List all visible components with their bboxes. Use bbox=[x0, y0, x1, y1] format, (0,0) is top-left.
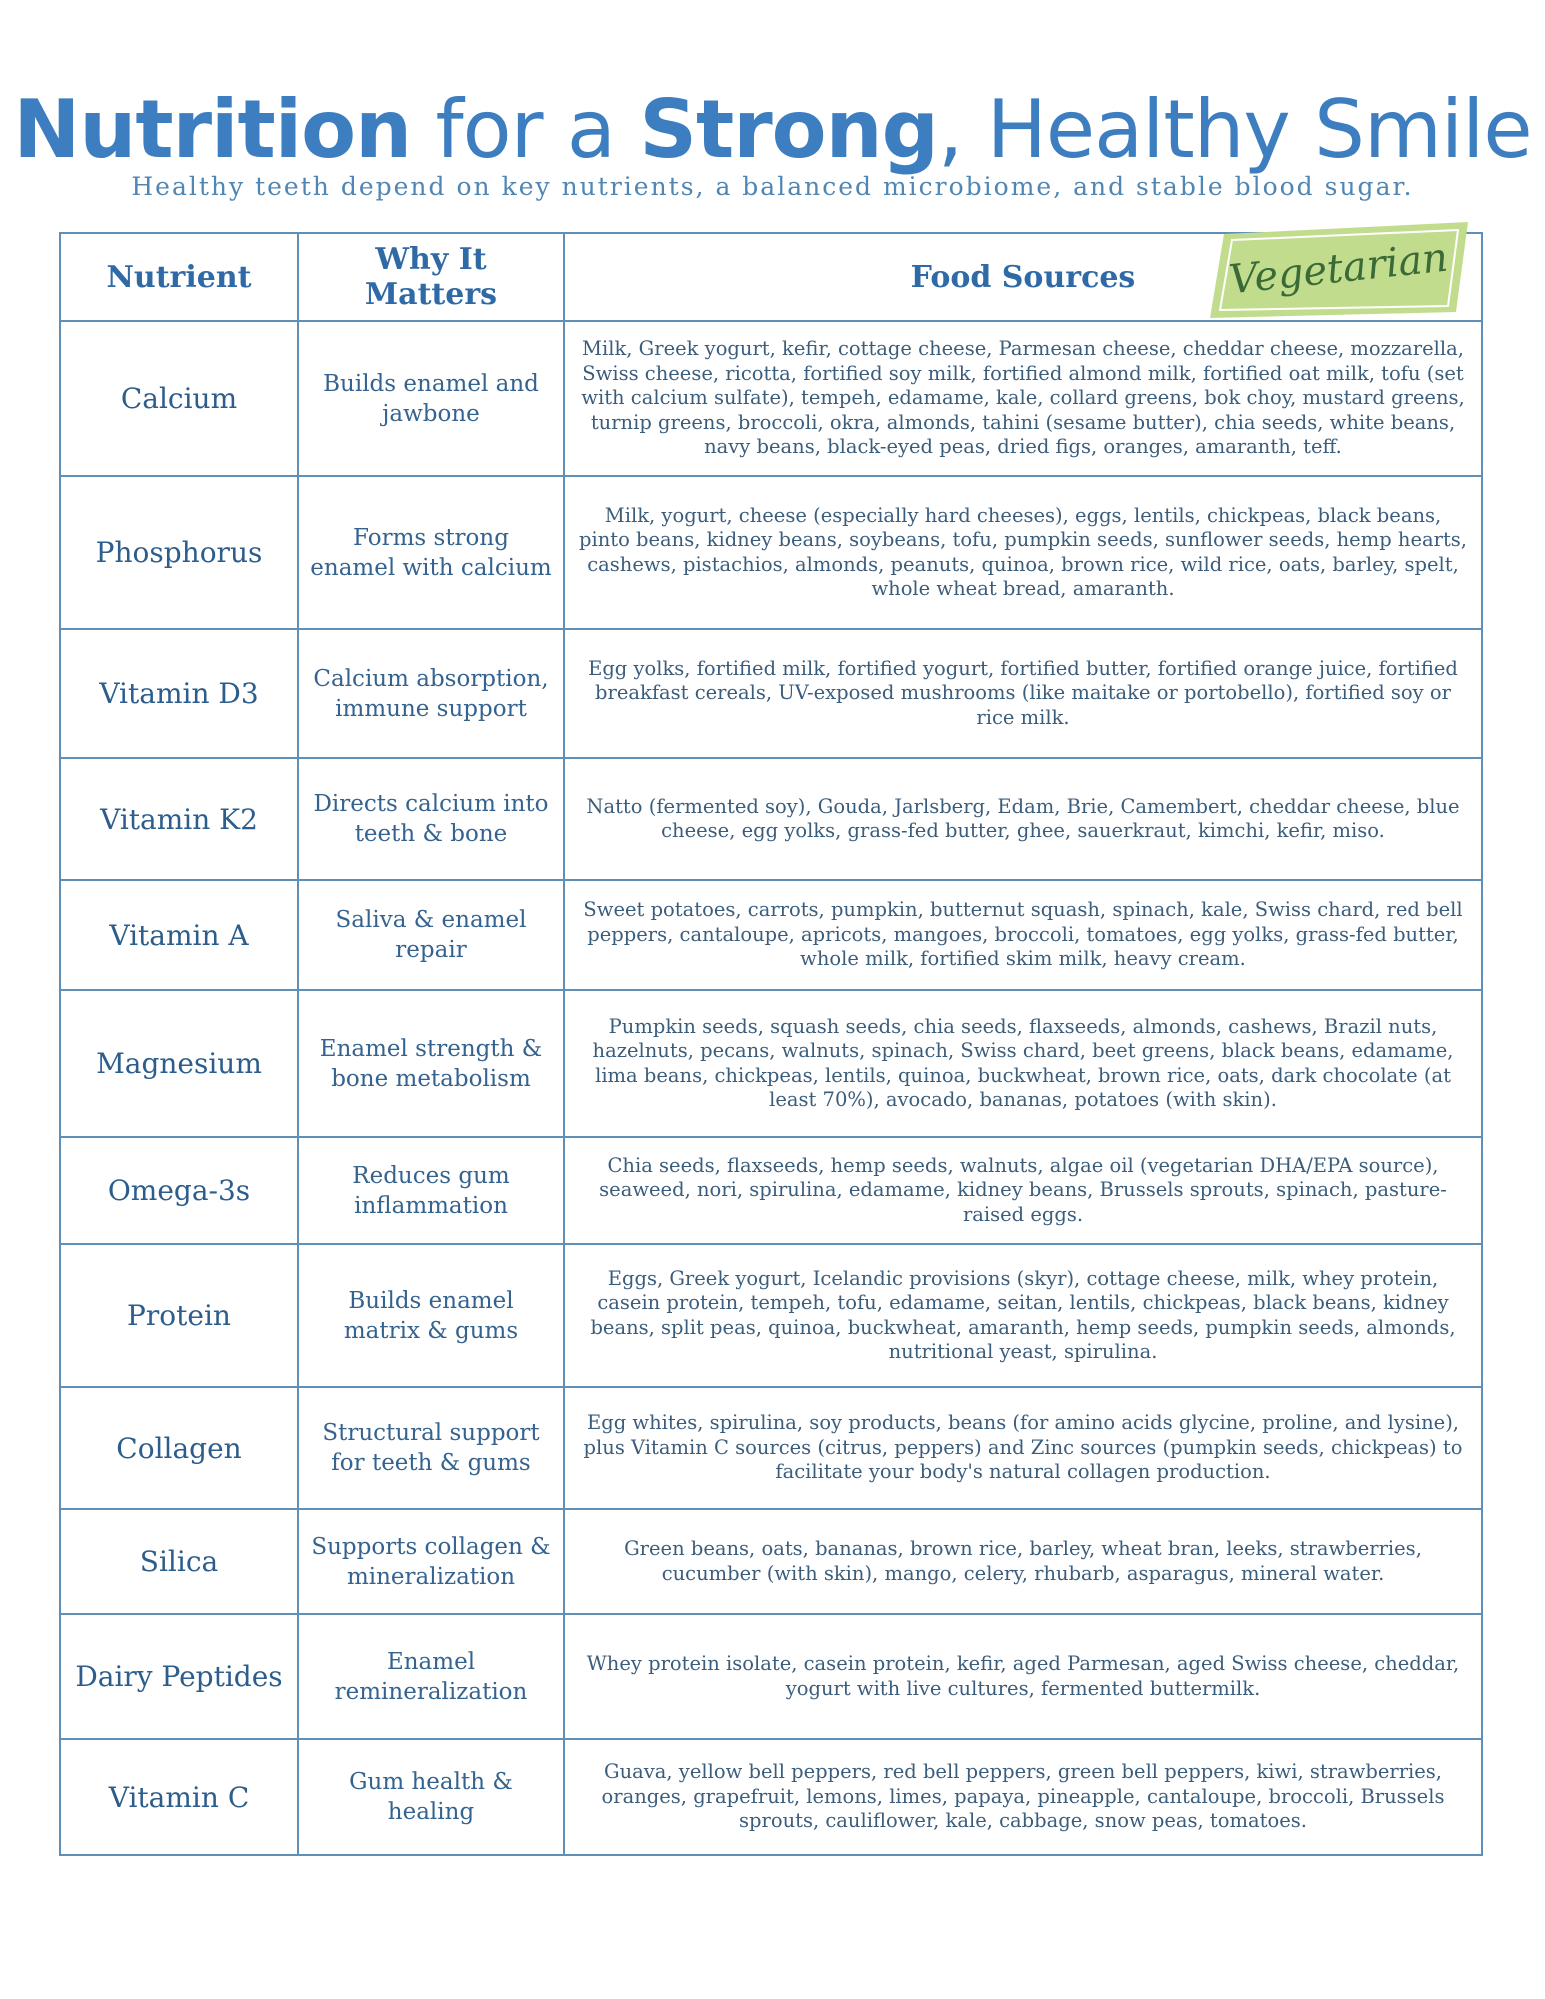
page-subtitle: Healthy teeth depend on key nutrients, a balanced microbiome, and stable blood sugar. bbox=[131, 172, 1414, 201]
why-cell: Gum health & healing bbox=[298, 1739, 564, 1855]
why-cell: Saliva & enamel repair bbox=[298, 880, 564, 990]
table-row bbox=[60, 1739, 1482, 1855]
nutrient-cell: Vitamin D3 bbox=[60, 629, 298, 758]
sources-cell: Guava, yellow bell peppers, red bell peppers, green bell peppers, kiwi, strawberries, oranges, grapefruit, lemons, limes, papaya, pineapple, cantaloupe, broccoli, Brussels sprouts, cauliflower, kale, cabbage, snow peas, tomatoes. bbox=[564, 1739, 1482, 1855]
table-row bbox=[60, 1137, 1482, 1244]
nutrient-cell: Phosphorus bbox=[60, 476, 298, 629]
nutrient-cell: Silica bbox=[60, 1509, 298, 1614]
why-cell: Builds enamel and jawbone bbox=[298, 321, 564, 476]
nutrient-cell: Vitamin K2 bbox=[60, 758, 298, 880]
why-cell: Structural support for teeth & gums bbox=[298, 1387, 564, 1509]
nutrient-cell: Vitamin C bbox=[60, 1739, 298, 1855]
why-cell: Builds enamel matrix & gums bbox=[298, 1244, 564, 1387]
table-row bbox=[60, 629, 1482, 758]
why-cell: Supports collagen & mineralization bbox=[298, 1509, 564, 1614]
sources-cell: Pumpkin seeds, squash seeds, chia seeds, flaxseeds, almonds, cashews, Brazil nuts, hazelnuts, pecans, walnuts, spinach, Swiss chard, beet greens, black beans, edamame, lima beans, chickpeas, lentils, quinoa, buckwheat, brown rice, oats, dark chocolate (at least 70%), avocado, bananas, potatoes (with skin). bbox=[564, 990, 1482, 1137]
badge-label: Vegetarian bbox=[1226, 234, 1451, 304]
page-title bbox=[0, 84, 1545, 176]
nutrient-cell: Omega-3s bbox=[60, 1137, 298, 1244]
title-for-a: for a bbox=[411, 83, 640, 176]
sources-cell: Natto (fermented soy), Gouda, Jarlsberg, Edam, Brie, Camembert, cheddar cheese, blue cheese, egg yolks, grass-fed butter, ghee, sauerkraut, kimchi, kefir, miso. bbox=[564, 758, 1482, 880]
header-food-sources: Food Sources bbox=[564, 233, 1482, 321]
title-strong: Strong bbox=[639, 83, 938, 176]
vegetarian-badge bbox=[1210, 222, 1468, 318]
nutrient-cell: Calcium bbox=[60, 321, 298, 476]
table-row bbox=[60, 1614, 1482, 1739]
title-healthy-smile: , Healthy Smile bbox=[937, 83, 1532, 176]
table-row bbox=[60, 1244, 1482, 1387]
why-cell: Reduces gum inflammation bbox=[298, 1137, 564, 1244]
why-cell: Calcium absorption, immune support bbox=[298, 629, 564, 758]
table-row bbox=[60, 990, 1482, 1137]
sources-cell: Eggs, Greek yogurt, Icelandic provisions (skyr), cottage cheese, milk, whey protein, casein protein, tempeh, tofu, edamame, seitan, lentils, chickpeas, black beans, kidney beans, split peas, quinoa, buckwheat, amaranth, hemp seeds, pumpkin seeds, almonds, nutritional yeast, spirulina. bbox=[564, 1244, 1482, 1387]
sources-cell: Egg whites, spirulina, soy products, beans (for amino acids glycine, proline, and lysine), plus Vitamin C sources (citrus, peppers) and Zinc sources (pumpkin seeds, chickpeas) to facilitate your body's natural collagen production. bbox=[564, 1387, 1482, 1509]
table-row bbox=[60, 758, 1482, 880]
nutrient-cell: Collagen bbox=[60, 1387, 298, 1509]
sources-cell: Chia seeds, flaxseeds, hemp seeds, walnuts, algae oil (vegetarian DHA/EPA source), seaweed, nori, spirulina, edamame, kidney beans, Brussels sprouts, spinach, pasture-raised eggs. bbox=[564, 1137, 1482, 1244]
vegetarian-badge-graphic bbox=[1210, 222, 1468, 318]
nutrition-table bbox=[59, 232, 1483, 1856]
title-nutrition: Nutrition bbox=[13, 83, 412, 176]
sources-cell: Sweet potatoes, carrots, pumpkin, butternut squash, spinach, kale, Swiss chard, red bell peppers, cantaloupe, apricots, mangoes, broccoli, tomatoes, egg yolks, grass-fed butter, whole milk, fortified skim milk, heavy cream. bbox=[564, 880, 1482, 990]
nutrient-cell: Magnesium bbox=[60, 990, 298, 1137]
header-nutrient: Nutrient bbox=[60, 233, 298, 321]
sources-cell: Green beans, oats, bananas, brown rice, barley, wheat bran, leeks, strawberries, cucumber (with skin), mango, celery, rhubarb, asparagus, mineral water. bbox=[564, 1509, 1482, 1614]
sources-cell: Egg yolks, fortified milk, fortified yogurt, fortified butter, fortified orange juice, fortified breakfast cereals, UV-exposed mushrooms (like maitake or portobello), fortified soy or rice milk. bbox=[564, 629, 1482, 758]
sources-cell: Milk, Greek yogurt, kefir, cottage cheese, Parmesan cheese, cheddar cheese, mozzarella, Swiss cheese, ricotta, fortified soy milk, fortified almond milk, fortified oat milk, tofu (set with calcium sulfate), tempeh, edamame, kale, collard greens, bok choy, mustard greens, turnip greens, broccoli, okra, almonds, tahini (sesame butter), chia seeds, white beans, navy beans, black-eyed peas, dried figs, oranges, amaranth, teff. bbox=[564, 321, 1482, 476]
table-row bbox=[60, 1509, 1482, 1614]
why-cell: Directs calcium into teeth & bone bbox=[298, 758, 564, 880]
nutrient-cell: Dairy Peptides bbox=[60, 1614, 298, 1739]
table-row bbox=[60, 880, 1482, 990]
table-row bbox=[60, 321, 1482, 476]
why-cell: Forms strong enamel with calcium bbox=[298, 476, 564, 629]
table-row bbox=[60, 1387, 1482, 1509]
sources-cell: Milk, yogurt, cheese (especially hard cheeses), eggs, lentils, chickpeas, black beans, pinto beans, kidney beans, soybeans, tofu, pumpkin seeds, sunflower seeds, hemp hearts, cashews, pistachios, almonds, peanuts, quinoa, brown rice, wild rice, oats, barley, spelt, whole wheat bread, amaranth. bbox=[564, 476, 1482, 629]
sources-cell: Whey protein isolate, casein protein, kefir, aged Parmesan, aged Swiss cheese, cheddar, yogurt with live cultures, fermented buttermilk. bbox=[564, 1614, 1482, 1739]
why-cell: Enamel remineralization bbox=[298, 1614, 564, 1739]
nutrient-cell: Protein bbox=[60, 1244, 298, 1387]
why-cell: Enamel strength & bone metabolism bbox=[298, 990, 564, 1137]
header-why-it-matters: Why It Matters bbox=[298, 233, 564, 321]
table-row bbox=[60, 476, 1482, 629]
nutrient-cell: Vitamin A bbox=[60, 880, 298, 990]
